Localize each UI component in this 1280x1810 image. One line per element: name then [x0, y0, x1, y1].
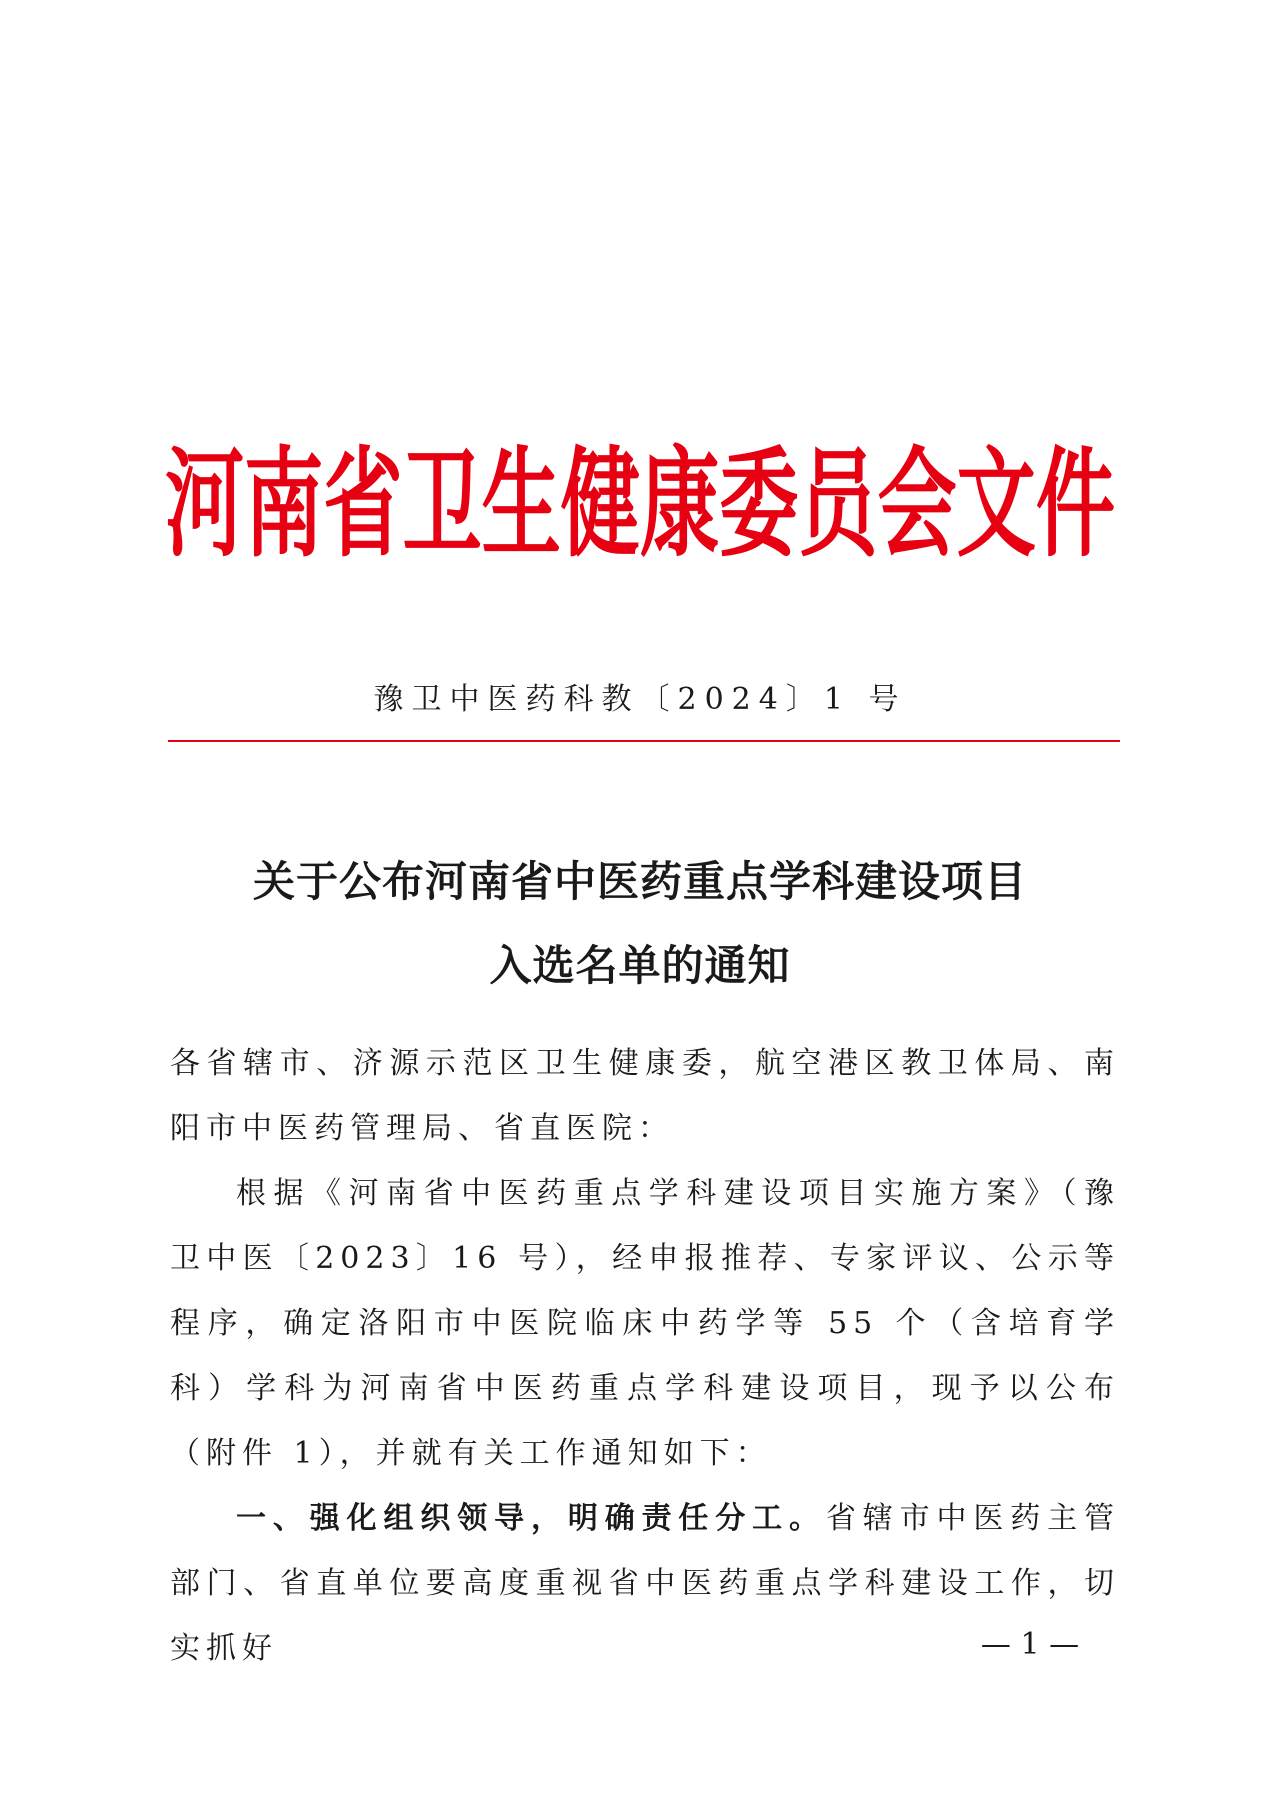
document-number: 豫卫中医药科教〔2024〕1 号 — [373, 682, 907, 717]
notice-title — [0, 840, 1280, 1008]
red-divider-line — [168, 740, 1120, 742]
notice-body — [170, 1031, 1120, 1681]
issuer-header — [160, 420, 1120, 570]
addressees: 各省辖市、济源示范区卫生健康委，航空港区教卫体局、南阳市中医药管理局、省直医院： — [170, 1046, 1120, 1146]
notice-title-line-1: 关于公布河南省中医药重点学科建设项目 — [252, 857, 1027, 906]
issuer-header-graphic — [160, 420, 1120, 570]
issuer-header-text: 河南省卫生健康委员会文件 — [165, 435, 1115, 570]
section-1-heading: 一、强化组织领导，明确责任分工。 — [236, 1501, 826, 1536]
page-number: — 1 — — [980, 1627, 1080, 1662]
body-paragraph-1: 根据《河南省中医药重点学科建设项目实施方案》（豫卫中医〔2023〕16 号），经申报推荐、专家评议、公示等程序，确定洛阳市中医院临床中药学等 55 个（含培育学科）学科为河南省中医药重点学科建设项目，现予以公布（附件 1），并就有关工作通知如下： — [170, 1176, 1120, 1471]
section-1-text: 省辖市中医药主管部门、省直单位要高度重视省中医药重点学科建设工作，切实抓好 — [170, 1501, 1121, 1666]
notice-title-line-2: 入选名单的通知 — [489, 941, 791, 990]
